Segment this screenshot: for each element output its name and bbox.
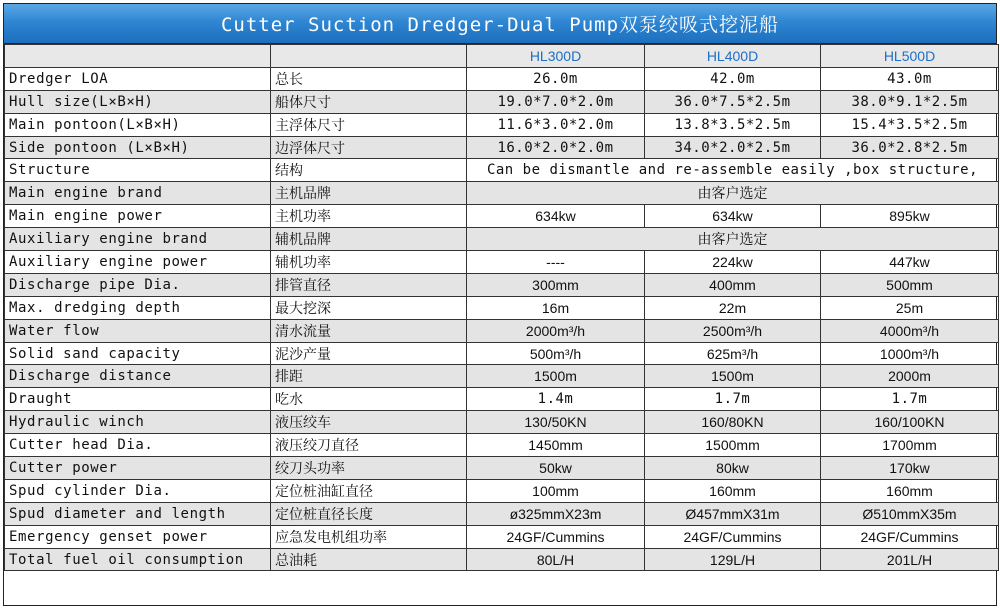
spec-value-hl300d: 16m bbox=[467, 296, 645, 319]
spec-name-en: Emergency genset power bbox=[5, 525, 271, 548]
table-row bbox=[5, 411, 999, 434]
table-row bbox=[5, 182, 999, 205]
table-row bbox=[5, 434, 999, 457]
spec-value-hl300d: 100mm bbox=[467, 479, 645, 502]
spec-name-cn: 排距 bbox=[271, 365, 467, 388]
spec-value-hl500d: 1700mm bbox=[821, 434, 999, 457]
spec-name-en: Auxiliary engine power bbox=[5, 251, 271, 274]
spec-value-hl300d: ---- bbox=[467, 251, 645, 274]
table-row bbox=[5, 251, 999, 274]
spec-value-hl400d: 13.8*3.5*2.5m bbox=[645, 113, 821, 136]
spec-name-cn: 排管直径 bbox=[271, 273, 467, 296]
spec-value-hl500d: 4000m³/h bbox=[821, 319, 999, 342]
spec-value-hl300d: 300mm bbox=[467, 273, 645, 296]
table-row bbox=[5, 273, 999, 296]
table-row bbox=[5, 90, 999, 113]
spec-name-cn: 清水流量 bbox=[271, 319, 467, 342]
spec-value-hl500d: Ø510mmX35m bbox=[821, 502, 999, 525]
spec-name-en: Structure bbox=[5, 159, 271, 182]
spec-value-hl300d: 2000m³/h bbox=[467, 319, 645, 342]
spec-value-hl400d: 34.0*2.0*2.5m bbox=[645, 136, 821, 159]
spec-name-en: Water flow bbox=[5, 319, 271, 342]
spec-value-hl500d: 24GF/Cummins bbox=[821, 525, 999, 548]
header-row bbox=[5, 45, 999, 68]
spec-name-cn: 主浮体尺寸 bbox=[271, 113, 467, 136]
spec-value-hl300d: 26.0m bbox=[467, 67, 645, 90]
spec-name-en: Dredger LOA bbox=[5, 67, 271, 90]
spec-value-hl400d: 2500m³/h bbox=[645, 319, 821, 342]
spec-value-hl300d: 1.4m bbox=[467, 388, 645, 411]
spec-value-hl400d: 634kw bbox=[645, 205, 821, 228]
spec-value-hl500d: 1000m³/h bbox=[821, 342, 999, 365]
spec-sheet bbox=[3, 3, 997, 606]
spec-value-hl400d: 224kw bbox=[645, 251, 821, 274]
spec-value-hl300d: 11.6*3.0*2.0m bbox=[467, 113, 645, 136]
spec-value-merged: 由客户选定 bbox=[467, 182, 999, 205]
spec-name-cn: 辅机功率 bbox=[271, 251, 467, 274]
spec-value-hl500d: 500mm bbox=[821, 273, 999, 296]
table-row bbox=[5, 296, 999, 319]
spec-value-hl500d: 38.0*9.1*2.5m bbox=[821, 90, 999, 113]
spec-value-hl500d: 160mm bbox=[821, 479, 999, 502]
spec-value-hl500d: 2000m bbox=[821, 365, 999, 388]
spec-value-hl400d: 22m bbox=[645, 296, 821, 319]
spec-value-hl500d: 201L/H bbox=[821, 548, 999, 571]
spec-value-hl400d: 36.0*7.5*2.5m bbox=[645, 90, 821, 113]
spec-name-cn: 液压绞刀直径 bbox=[271, 434, 467, 457]
model-header-1: HL300D bbox=[467, 45, 645, 68]
spec-name-en: Cutter head Dia. bbox=[5, 434, 271, 457]
spec-name-en: Discharge distance bbox=[5, 365, 271, 388]
table-row bbox=[5, 342, 999, 365]
spec-value-merged: Can be dismantle and re-assemble easily ,box structure, bbox=[467, 159, 999, 182]
spec-name-cn: 结构 bbox=[271, 159, 467, 182]
spec-name-en: Hydraulic winch bbox=[5, 411, 271, 434]
spec-name-cn: 定位桩油缸直径 bbox=[271, 479, 467, 502]
spec-value-hl500d: 15.4*3.5*2.5m bbox=[821, 113, 999, 136]
spec-value-hl400d: 1500mm bbox=[645, 434, 821, 457]
spec-value-hl500d: 160/100KN bbox=[821, 411, 999, 434]
spec-name-cn: 绞刀头功率 bbox=[271, 457, 467, 480]
spec-value-hl300d: 1500m bbox=[467, 365, 645, 388]
spec-value-hl300d: 1450mm bbox=[467, 434, 645, 457]
spec-value-hl500d: 36.0*2.8*2.5m bbox=[821, 136, 999, 159]
spec-value-hl400d: 160/80KN bbox=[645, 411, 821, 434]
spec-value-hl500d: 25m bbox=[821, 296, 999, 319]
table-row bbox=[5, 388, 999, 411]
spec-value-hl400d: 1500m bbox=[645, 365, 821, 388]
spec-name-cn: 辅机品牌 bbox=[271, 228, 467, 251]
table-row bbox=[5, 67, 999, 90]
spec-name-cn: 最大挖深 bbox=[271, 296, 467, 319]
spec-value-hl500d: 447kw bbox=[821, 251, 999, 274]
spec-value-hl500d: 170kw bbox=[821, 457, 999, 480]
table-row bbox=[5, 113, 999, 136]
spec-value-hl300d: 130/50KN bbox=[467, 411, 645, 434]
spec-name-en: Total fuel oil consumption bbox=[5, 548, 271, 571]
table-row bbox=[5, 319, 999, 342]
spec-name-cn: 边浮体尺寸 bbox=[271, 136, 467, 159]
spec-value-hl400d: 129L/H bbox=[645, 548, 821, 571]
spec-value-hl400d: 160mm bbox=[645, 479, 821, 502]
header-blank-cn bbox=[271, 45, 467, 68]
table-title: Cutter Suction Dredger-Dual Pump双泵绞吸式挖泥船 bbox=[4, 4, 996, 44]
spec-value-merged: 由客户选定 bbox=[467, 228, 999, 251]
spec-value-hl400d: 24GF/Cummins bbox=[645, 525, 821, 548]
spec-value-hl500d: 895kw bbox=[821, 205, 999, 228]
spec-name-cn: 总长 bbox=[271, 67, 467, 90]
spec-value-hl500d: 1.7m bbox=[821, 388, 999, 411]
spec-name-cn: 应急发电机组功率 bbox=[271, 525, 467, 548]
spec-name-en: Main pontoon(L×B×H) bbox=[5, 113, 271, 136]
spec-name-cn: 主机品牌 bbox=[271, 182, 467, 205]
table-row bbox=[5, 228, 999, 251]
spec-name-en: Hull size(L×B×H) bbox=[5, 90, 271, 113]
model-header-3: HL500D bbox=[821, 45, 999, 68]
spec-value-hl300d: 80L/H bbox=[467, 548, 645, 571]
table-row bbox=[5, 205, 999, 228]
spec-value-hl300d: ø325mmX23m bbox=[467, 502, 645, 525]
model-header-2: HL400D bbox=[645, 45, 821, 68]
spec-value-hl400d: Ø457mmX31m bbox=[645, 502, 821, 525]
spec-value-hl300d: 16.0*2.0*2.0m bbox=[467, 136, 645, 159]
table-row bbox=[5, 365, 999, 388]
spec-value-hl500d: 43.0m bbox=[821, 67, 999, 90]
spec-name-cn: 主机功率 bbox=[271, 205, 467, 228]
spec-name-en: Cutter power bbox=[5, 457, 271, 480]
spec-name-en: Max. dredging depth bbox=[5, 296, 271, 319]
spec-name-en: Side pontoon (L×B×H) bbox=[5, 136, 271, 159]
spec-name-cn: 船体尺寸 bbox=[271, 90, 467, 113]
spec-value-hl300d: 24GF/Cummins bbox=[467, 525, 645, 548]
table-row bbox=[5, 159, 999, 182]
table-row bbox=[5, 136, 999, 159]
spec-name-en: Solid sand capacity bbox=[5, 342, 271, 365]
spec-value-hl400d: 42.0m bbox=[645, 67, 821, 90]
spec-value-hl300d: 19.0*7.0*2.0m bbox=[467, 90, 645, 113]
spec-value-hl400d: 80kw bbox=[645, 457, 821, 480]
header-blank-en bbox=[5, 45, 271, 68]
table-row bbox=[5, 525, 999, 548]
spec-name-cn: 液压绞车 bbox=[271, 411, 467, 434]
spec-value-hl400d: 400mm bbox=[645, 273, 821, 296]
spec-name-en: Spud cylinder Dia. bbox=[5, 479, 271, 502]
spec-name-en: Spud diameter and length bbox=[5, 502, 271, 525]
spec-name-en: Discharge pipe Dia. bbox=[5, 273, 271, 296]
spec-name-en: Draught bbox=[5, 388, 271, 411]
spec-table bbox=[4, 44, 999, 571]
spec-value-hl300d: 50kw bbox=[467, 457, 645, 480]
table-row bbox=[5, 502, 999, 525]
spec-name-en: Main engine brand bbox=[5, 182, 271, 205]
spec-name-en: Auxiliary engine brand bbox=[5, 228, 271, 251]
spec-value-hl300d: 634kw bbox=[467, 205, 645, 228]
spec-value-hl400d: 625m³/h bbox=[645, 342, 821, 365]
spec-name-cn: 吃水 bbox=[271, 388, 467, 411]
spec-value-hl300d: 500m³/h bbox=[467, 342, 645, 365]
spec-name-en: Main engine power bbox=[5, 205, 271, 228]
table-row bbox=[5, 548, 999, 571]
spec-value-hl400d: 1.7m bbox=[645, 388, 821, 411]
spec-name-cn: 定位桩直径长度 bbox=[271, 502, 467, 525]
spec-name-cn: 总油耗 bbox=[271, 548, 467, 571]
spec-name-cn: 泥沙产量 bbox=[271, 342, 467, 365]
table-row bbox=[5, 457, 999, 480]
table-row bbox=[5, 479, 999, 502]
